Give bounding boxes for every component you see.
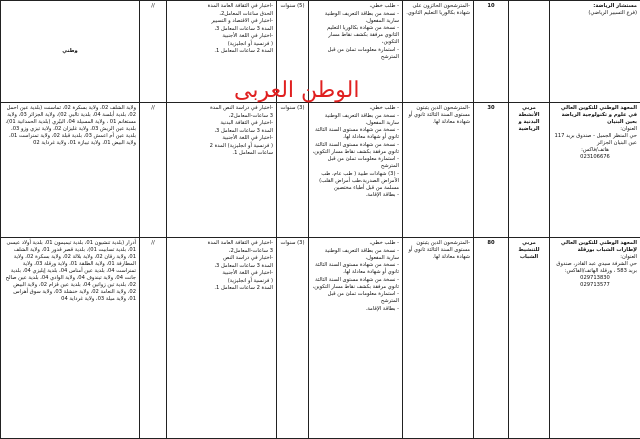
conditions-cell: -المترشحون الذين يثبتون مستوى السنة الثالثة ثانوي أو شهادة معادلة لها.: [403, 238, 474, 439]
site-watermark: الوطن العربى: [234, 78, 359, 103]
table-row: [1, 238, 640, 439]
conditions-cell: -المترشحون الحائزون على شهادة بكالوريا التعليم الثانوي.: [403, 1, 474, 103]
scope-cell: وطني: [1, 1, 140, 103]
number-cell: 30: [474, 103, 509, 238]
position-cell: مربي للتنشيط الشباب: [509, 238, 550, 439]
documents-cell: - طلب خطي، - نسخة من بطاقة التعريف الوطنية سارية المفعول، - نسخة من شهادة بكالوريا التعليم الثانوي مرفقة بكشف نقاط مسار التكوين، - استمارة معلومات تملئ من قبل المترشح: [309, 1, 403, 103]
mark-cell: //: [140, 238, 167, 439]
institution-cell: المعهد الوطني للتكوين العالي في علوم و تكنولوجية الرياضة بعين البنيان العنوان: حي المنظر الجميل - صندوق بريد 117 عين البنيان الجزائر هاتف/فاكس: 023106676: [550, 103, 640, 238]
exams-cell: -اختبار في الثقافة العامة المدة 3 ساعات-المعامل2، -اختبار في دراسة النص المدة 3 ساعات المعامل 3، -اختبار في اللغة الأجنبية ( فرنسية أو انجليزية) المدة 2 ساعات المعامل 1.: [167, 238, 277, 439]
institution-cell: مستشار الرياضة: (فرع التسيير الرياضي): [550, 1, 640, 103]
scope-cell: ولاية الشلف 02، ولاية بسكرة 02، ثماسنت (بلدية عين احمل 02، بلدية أبلسة 04، بلدية تالبي 02)، ولاية الجزائر 03، ولاية مستغانم 01 ، ولاية المسيلة 04، البيّري (بلدية الحمدانية 01)، بلدية عين الريش 03، ولاية غليزان 02، ولاية تيزي وزو 03، بلدية عين أم اعمش 03، بلدية قبلة 02، ولاية تمنراست 01، ولاية البيض 01، ولاية تيبازة 01، ولاية غرداية 02: [1, 103, 140, 238]
number-cell: 10: [474, 1, 509, 103]
documents-cell: - طلب خطي، - نسخة من بطاقة التعريف الوطنية سارية المفعول، - نسخة من شهادة مستوى السنة الثالثة ثانوي أو شهادة معادلة لها، - نسخة من شهادة مستوى السنة الثالثة ثانوي مرفقة بكشف نقاط مسار التكوين، - استمارة معلومات تملئ من قبل المترشح - بطاقة الإقامة.: [309, 238, 403, 439]
conditions-cell: -المترشحون الذين يثبتون مستوى السنة الثالثة ثانوي أو شهادة معادلة لها.: [403, 103, 474, 238]
scope-cell: أدرار (بلدية تنشيون 01، بلدية تيميمون 01، بلدية أولاد عيسى 01، بلدية تسابيت 01)، بلدية قصر قدور 01، ولاية الشلف 01، ولاية رقان 02، ولاية بلالة 02، ولاية بسكرة 02، ولاية المطارفة 01، ولاية الطلقة 01، ولاية ورقلة 03، ولاية تمنراست 04، بلدية عين أمناس 04، بلدية إيليزي 04، بلدية جانت 04، ولاية تيندوف 04، ولاية الوادي 04، بلدية عين صالح 02، بلدية تين زواتين 04، بلدية عين قزام 02، ولاية البيض 02، ولاية النعامة 02، ولاية خنشلة 03، ولاية سوق أهراس 01، ولاية ميلة 03، ولاية غرداية 04: [1, 238, 140, 439]
duration-cell: (3) سنوات: [277, 238, 309, 439]
documents-cell: - طلب خطي، - نسخة من بطاقة التعريف الوطنية سارية المفعول، - نسخة من شهادة مستوى السنة الثالثة ثانوي أو شهادة معادلة لها، - نسخة من شهادة مستوى السنة الثالثة ثانوي مرفقة بكشف نقاط مسار التكوين، - استمارة معلومات تملئ من قبل المترشح - (3) شهادات طبية ( طب عام، طب الأمراض الصدرية،طب أمراض القلب) مسلمة من قبل أطباء مختصين - بطاقة الإقامة.: [309, 103, 403, 238]
position-cell: [509, 1, 550, 103]
duration-cell: (5) سنوات: [277, 1, 309, 103]
mark-cell: //: [140, 103, 167, 238]
institution-cell: المعهد الوطني للتكوين العالي لإطارات الشباب بورقلة العنوان: حي الشرفة سيدي عبد القادر، صندوق بريد 583 ، ورقلة الهاتف/الفاكس: 029713830 029713577: [550, 238, 640, 439]
position-cell: مربي الأنشطة البدنية و الرياضية: [509, 103, 550, 238]
exams-cell: -اختبار في دراسة النص المدة 3 ساعات-المعامل2، -اختبار في الثقافة البدنية المدة 3 ساعات المعامل 3، -اختبار في اللغة الأجنبية ( فرنسية أو انجليزية) المدة 2 ساعات المعامل 1.: [167, 103, 277, 238]
duration-cell: (3) سنوات: [277, 103, 309, 238]
table-row: [1, 103, 640, 238]
exams-cell: -اختبار في الثقافة العامة المدة الحذق ساعات المعامل2، -اختبار في الاقتصاد و التسيير المدة 3 ساعات المعامل 3، -اختبار في اللغة الأجنبية ( فرنسية أو انجليزية) المدة 2 ساعات المعامل 1.: [167, 1, 277, 103]
table-row: [1, 1, 640, 103]
mark-cell: //: [140, 1, 167, 103]
number-cell: 80: [474, 238, 509, 439]
